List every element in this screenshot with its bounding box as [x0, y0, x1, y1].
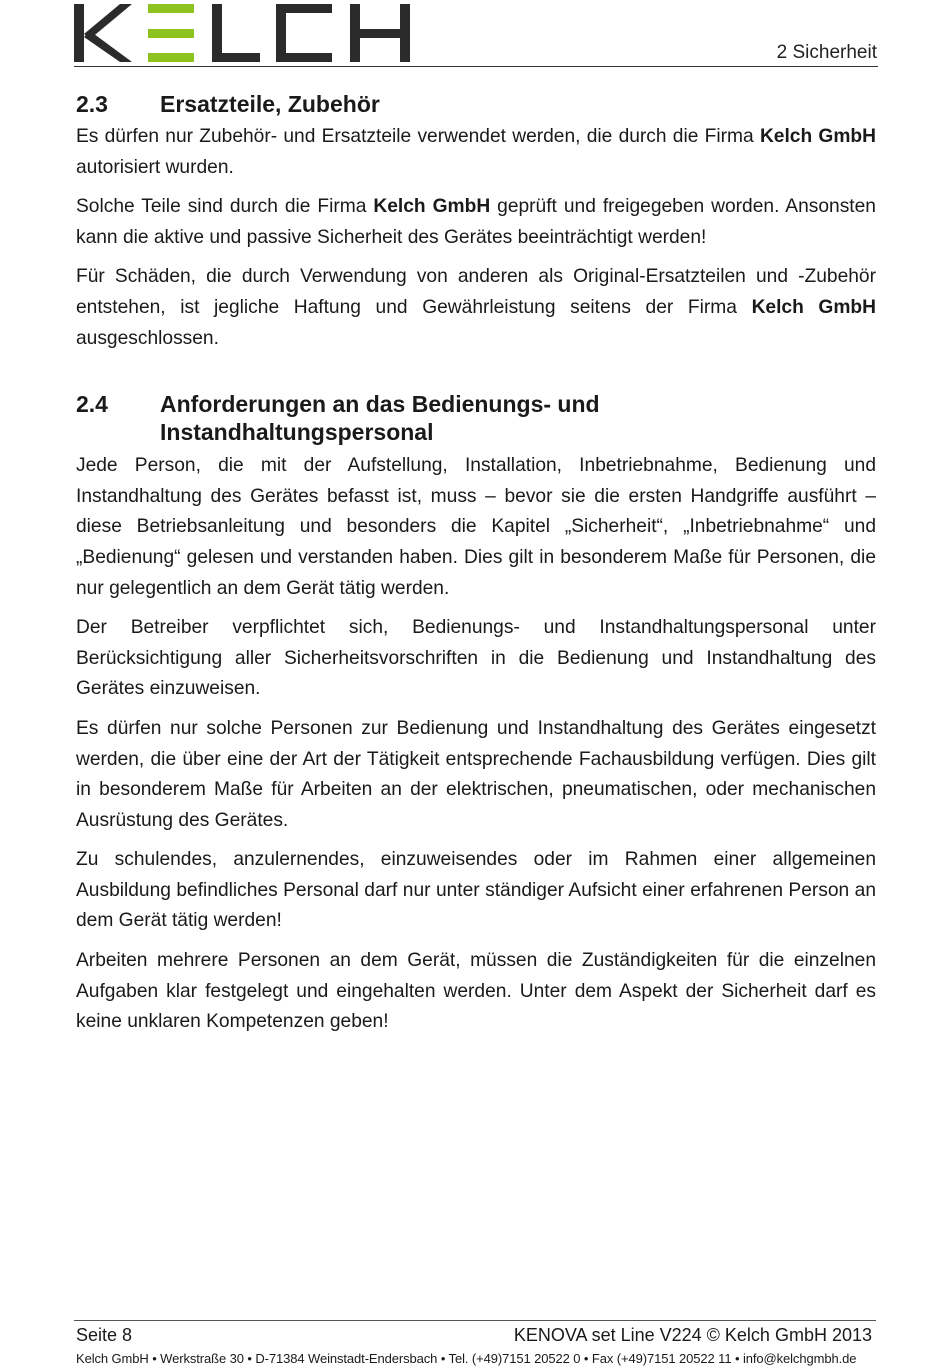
page-content: [76, 86, 876, 1038]
paragraph: [76, 192, 876, 253]
section-number: 2.3: [76, 91, 108, 117]
section-2-3-heading: [76, 90, 876, 118]
company-name: Kelch GmbH: [759, 126, 876, 147]
section-title: Anforderungen an das Bedienungs- und Instandhaltungspersonal: [160, 391, 600, 446]
text-run: Es dürfen nur Zubehör- und Ersatzteile verwendet werden, die durch die Firma: [76, 126, 760, 147]
paragraph: [76, 122, 876, 183]
text-run: autorisiert wurden.: [76, 156, 234, 178]
text-run: geprüft und freigegeben worden. Ansonsten kann die aktive und passive Sicherheit des Gerätes beeinträchtigt werden!: [76, 196, 876, 248]
page-number: Seite 8: [76, 1325, 133, 1345]
paragraph: Zu schulendes, anzulernendes, einzuweisendes oder im Rahmen einer allgemeinen Ausbildung befindliches Personal darf nur unter ständiger Aufsicht einer erfahrenen Person an dem Gerät tätig werden!: [76, 849, 876, 932]
company-name: Kelch GmbH: [373, 196, 491, 218]
header-section-title: 2 Sicherheit: [776, 42, 877, 63]
text-run: Für Schäden, die durch Verwendung von anderen als Original-Ersatzteilen und -Zubehör entstehen, ist jegliche Haftung und Gewährleistung seitens der Firma: [76, 266, 876, 318]
header-divider: [74, 66, 878, 67]
section-number: 2.4: [76, 391, 108, 418]
kelch-logo: [74, 4, 412, 64]
paragraph: Jede Person, die mit der Aufstellung, Installation, Inbetriebnahme, Bedienung und Instandhaltung des Gerätes befasst ist, muss – bevor sie die ersten Handgriffe ausführt – diese Betriebsanleitung und besonders die Kapitel „Sicherheit“, „Inbetriebnahme“ und „Bedienung“ gelesen und verstanden haben. Dies gilt in besonderem Maße für Personen, die nur gelegentlich an dem Gerät tätig werden.: [76, 455, 876, 599]
paragraph: [76, 262, 876, 354]
company-name: Kelch GmbH: [751, 296, 876, 318]
footer-divider: [74, 1320, 876, 1321]
paragraph: Arbeiten mehrere Personen an dem Gerät, müssen die Zuständigkeiten für die einzelnen Aufgaben klar festgelegt und eingehalten werden. Unter dem Aspekt der Sicherheit darf es keine unklaren Kompetenzen geben!: [76, 950, 876, 1033]
paragraph: Der Betreiber verpflichtet sich, Bedienungs- und Instandhaltungspersonal unter Berücksichtigung aller Sicherheitsvorschriften in die Bedienung und Instandhaltung des Gerätes einzuweisen.: [76, 617, 876, 700]
paragraph: Es dürfen nur solche Personen zur Bedienung und Instandhaltung des Gerätes eingesetzt werden, die über eine der Art der Tätigkeit entsprechende Fachausbildung verfügen. Dies gilt in besonderem Maße für Arbeiten an der elektrischen, pneumatischen, oder mechanischen Ausrüstung des Gerätes.: [76, 717, 876, 831]
section-title: Ersatzteile, Zubehör: [160, 91, 380, 117]
text-run: Solche Teile sind durch die Firma: [76, 196, 374, 218]
section-2-4-heading: [76, 390, 876, 446]
text-run: ausgeschlossen.: [76, 327, 219, 349]
company-contact: Kelch GmbH • Werkstraße 30 • D-71384 Weinstadt-Endersbach • Tel. (+49)7151 20522 0 • Fax (+49)7151 20522 11 • info@kelchgmbh.de: [76, 1351, 857, 1366]
document-info: KENOVA set Line V224 © Kelch GmbH 2013: [513, 1325, 872, 1345]
